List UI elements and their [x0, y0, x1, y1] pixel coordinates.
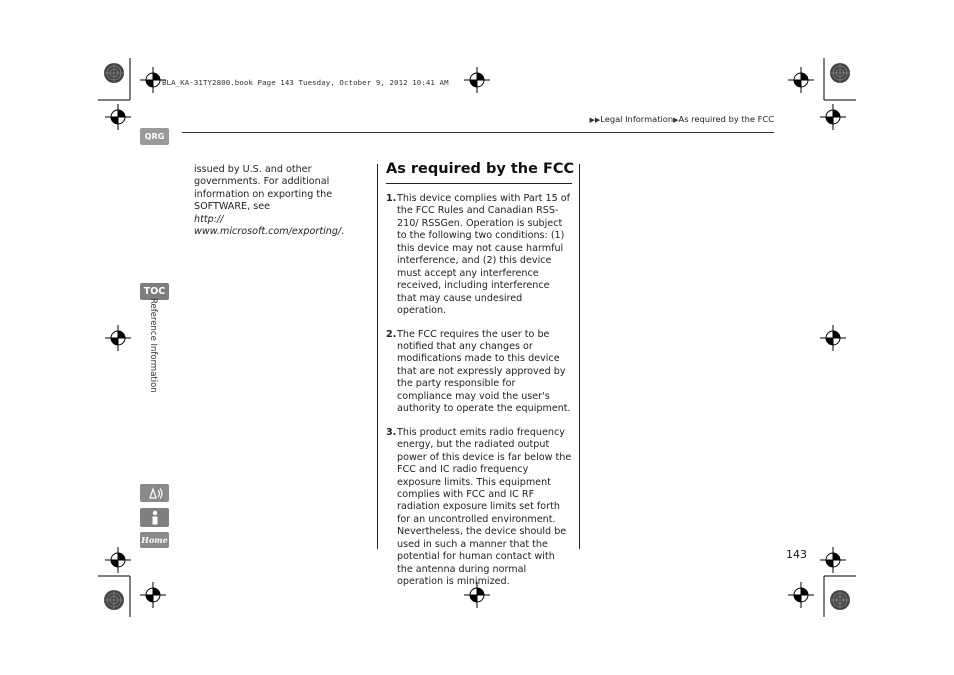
- list-item: [386, 427, 572, 589]
- print-slug: BLA_KA-31TY2800.book Page 143 Tuesday, October 9, 2012 10:41 AM: [162, 78, 449, 87]
- breadcrumb-current: As required by the FCC: [678, 114, 774, 124]
- info-icon: [149, 510, 161, 526]
- info-button[interactable]: [140, 508, 169, 527]
- section-tab-label: Reference Information: [148, 298, 158, 393]
- item-text: The FCC requires the user to be notified that any changes or modifications made to this device that are not expressly approved by the party responsible for compliance may void the user's authority to operate the equipment.: [397, 328, 571, 415]
- section-title: As required by the FCC: [386, 161, 575, 177]
- column-divider-right: [579, 164, 580, 549]
- breadcrumb-section[interactable]: Legal Information: [600, 114, 674, 124]
- left-column-text: [194, 164, 372, 238]
- qrg-button[interactable]: QRG: [140, 128, 169, 145]
- voice-command-button[interactable]: [140, 484, 169, 502]
- export-text: issued by U.S. and other governments. For additional information on exporting the SOFTWARE, see: [194, 164, 333, 213]
- breadcrumb: [589, 114, 774, 124]
- home-button[interactable]: Home: [140, 532, 169, 548]
- page-number: 143: [786, 548, 807, 561]
- list-item: [386, 329, 572, 416]
- arrow-icon: ▶: [673, 116, 679, 124]
- url-suffix: .: [341, 226, 345, 238]
- item-number: 2.: [386, 328, 397, 340]
- toc-button[interactable]: TOC: [140, 283, 169, 300]
- column-divider-left: [377, 164, 378, 549]
- list-item: [386, 193, 572, 318]
- header-rule: [182, 132, 774, 133]
- double-arrow-icon: ▶▶: [589, 116, 601, 124]
- title-underline: [386, 183, 572, 184]
- microsoft-export-link[interactable]: http:// www.microsoft.com/exporting/: [194, 213, 342, 238]
- voice-command-icon: [146, 487, 164, 500]
- item-text: This device complies with Part 15 of the FCC Rules and Canadian RSS-210/ RSSGen. Operation is subject to the following two conditions: (1) this device may not cause harmful interference, and (2) this device must accept any interference received, including interference that may cause undesired operation.: [397, 193, 570, 317]
- fcc-list: [386, 193, 572, 600]
- item-number: 3.: [386, 426, 397, 438]
- item-text: This product emits radio frequency energy, but the radiated output power of this device is far below the FCC and IC radio frequency exposure limits. This equipment complies with FCC and IC RF radiation exposure limits set forth for an uncontrolled environment. Nevertheless, the device should be used in such a manner that the potential for human contact with the antenna during normal operation is minimized.: [397, 426, 572, 588]
- item-number: 1.: [386, 193, 397, 204]
